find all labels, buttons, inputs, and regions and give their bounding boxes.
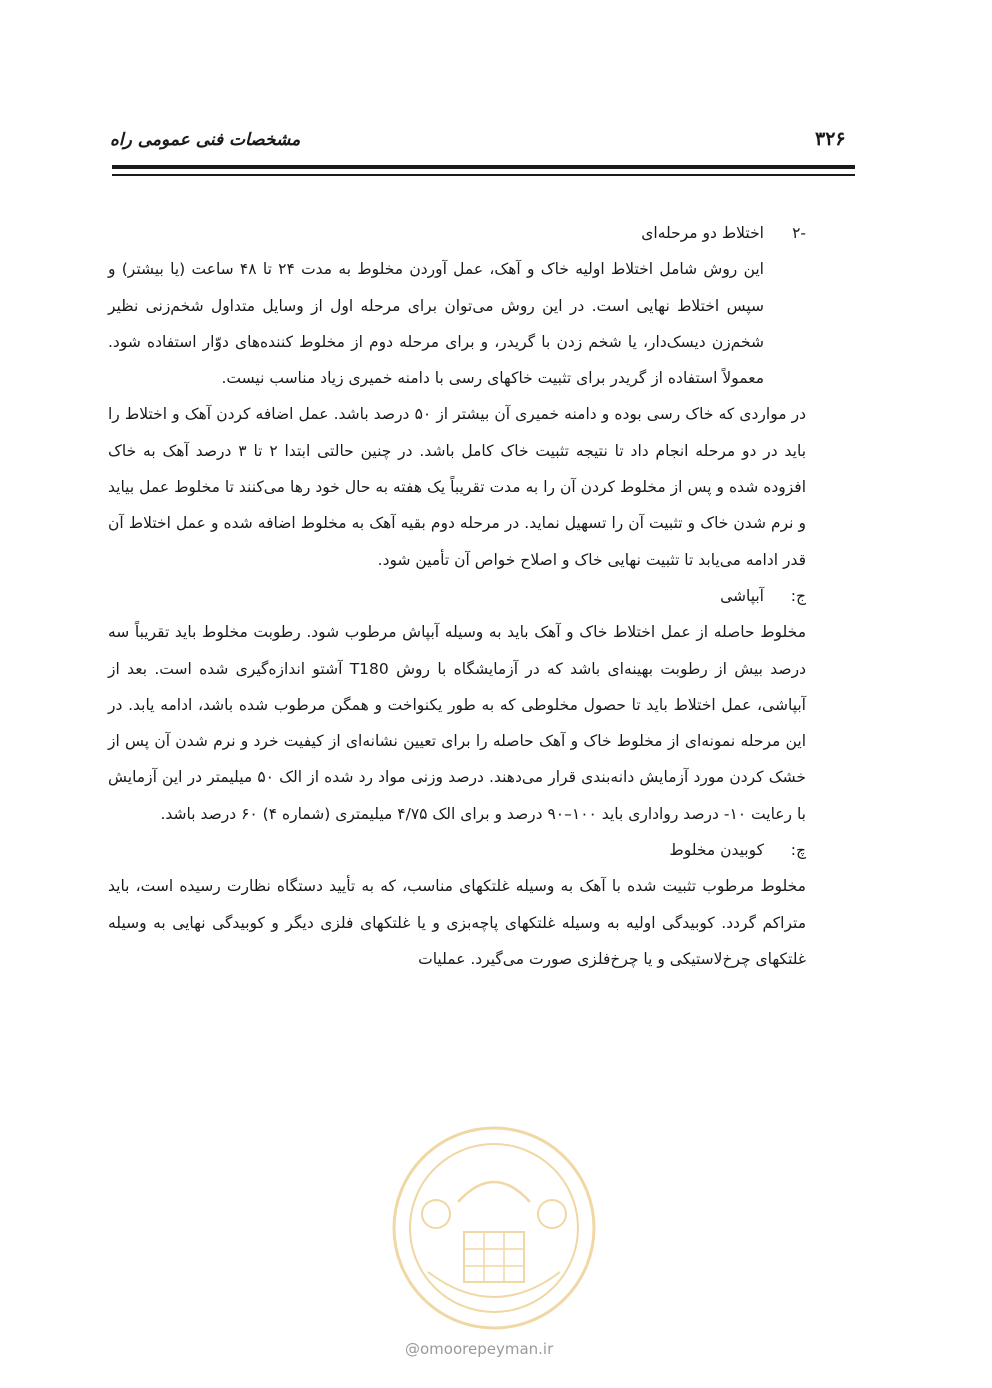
section-body-two-stage-mixing: این روش شامل اختلاط اولیه خاک و آهک، عمل آوردن مخلوط به مدت ۲۴ تا ۴۸ ساعت (یا بیشتر) و سپس اختلاط نهایی است. در این روش می‌توان برای مرحله اول از وسایل متداول شخم‌زنی نظیر شخم‌زن دیسک‌دار، یا شخم زدن با گریدر، و برای مرحله دوم از مخلوط کننده‌های دوّار استفاده شود. معمولاً استفاده از گریدر برای تثبیت خاکهای رسی با دامنه خمیری زیاد مناسب نیست. — [108, 260, 764, 388]
section-heading-compaction — [108, 832, 806, 868]
section-marker: چ: — [790, 841, 806, 860]
paragraph-compaction: مخلوط مرطوب تثبیت شده با آهک به وسیله غلتکهای مناسب، که به تأیید دستگاه نظارت رسیده است، باید متراکم گردد. کوبیدگی اولیه به وسیله غلتکهای پاچه‌بزی و یا غلتکهای فلزی دیگر و کوبیدگی نهایی به وسیله غلتکهای چرخ‌لاستیکی و یا چرخ‌فلزی صورت می‌گیرد. عملیات — [108, 877, 806, 968]
section-marker: -۲ — [792, 224, 806, 242]
watermark-seal-icon — [388, 1122, 600, 1334]
paragraph-clay-soils: در مواردی که خاک رسی بوده و دامنه خمیری آن بیشتر از ۵۰ درصد باشد. عمل اضافه کردن آهک و اختلاط را باید در دو مرحله انجام داد تا نتیجه تثبیت خاک کامل باشد. در چنین حالتی ابتدا ۲ تا ۳ درصد آهک به خاک افزوده شده و پس از مخلوط کردن آن را به مدت تقریباً یک هفته به حال خود رها می‌کنند تا مخلوط عمل بیاید و نرم شدن خاک و تثبیت آن را تسهیل نماید. در مرحله دوم بقیه آهک به مخلوط اضافه شده و عمل اختلاط آن قدر ادامه می‌یابد تا تثبیت نهایی خاک و اصلاح خواص آن تأمین شود. — [108, 405, 807, 569]
page-number: ۳۲۶ — [815, 128, 846, 150]
section-title: کوبیدن مخلوط — [669, 841, 764, 860]
running-title: مشخصات فنی عمومی راه — [110, 130, 301, 150]
section-marker: ج: — [790, 586, 806, 605]
section-title: آبپاشی — [720, 586, 764, 605]
section-heading-watering — [108, 578, 806, 614]
watermark-url: @omoorepeyman.ir — [405, 1340, 554, 1358]
header-rule-thin — [112, 174, 855, 176]
paragraph-watering: مخلوط حاصله از عمل اختلاط خاک و آهک باید به وسیله آبپاش مرطوب شود. رطوبت مخلوط باید تقریباً سه درصد بیش از رطوبت بهینه‌ای باشد که در آزمایشگاه با روش T180 آشتو اندازه‌گیری شده است. بعد از آبپاشی، عمل اختلاط باید تا حصول مخلوطی که به طور یکنواخت و همگن مرطوب شده باشد، ادامه یابد. در این مرحله نمونه‌ای از مخلوط خاک و آهک حاصله را برای تعیین نشانه‌ای از کیفیت خرد و نرم شدن آن پس از خشک کردن مورد آزمایش دانه‌بندی قرار می‌دهند. درصد وزنی مواد رد شده از الک ۵۰ میلیمتر در این آزمایش با رعایت ۱۰- درصد رواداری باید ۱۰۰–۹۰ درصد و برای الک ۴/۷۵ میلیمتری (شماره ۴) ۶۰ درصد باشد. — [108, 623, 806, 823]
header-rule-thick — [112, 165, 855, 169]
page-body — [108, 215, 806, 977]
section-heading-two-stage-mixing — [108, 215, 806, 251]
section-title: اختلاط دو مرحله‌ای — [641, 224, 764, 242]
